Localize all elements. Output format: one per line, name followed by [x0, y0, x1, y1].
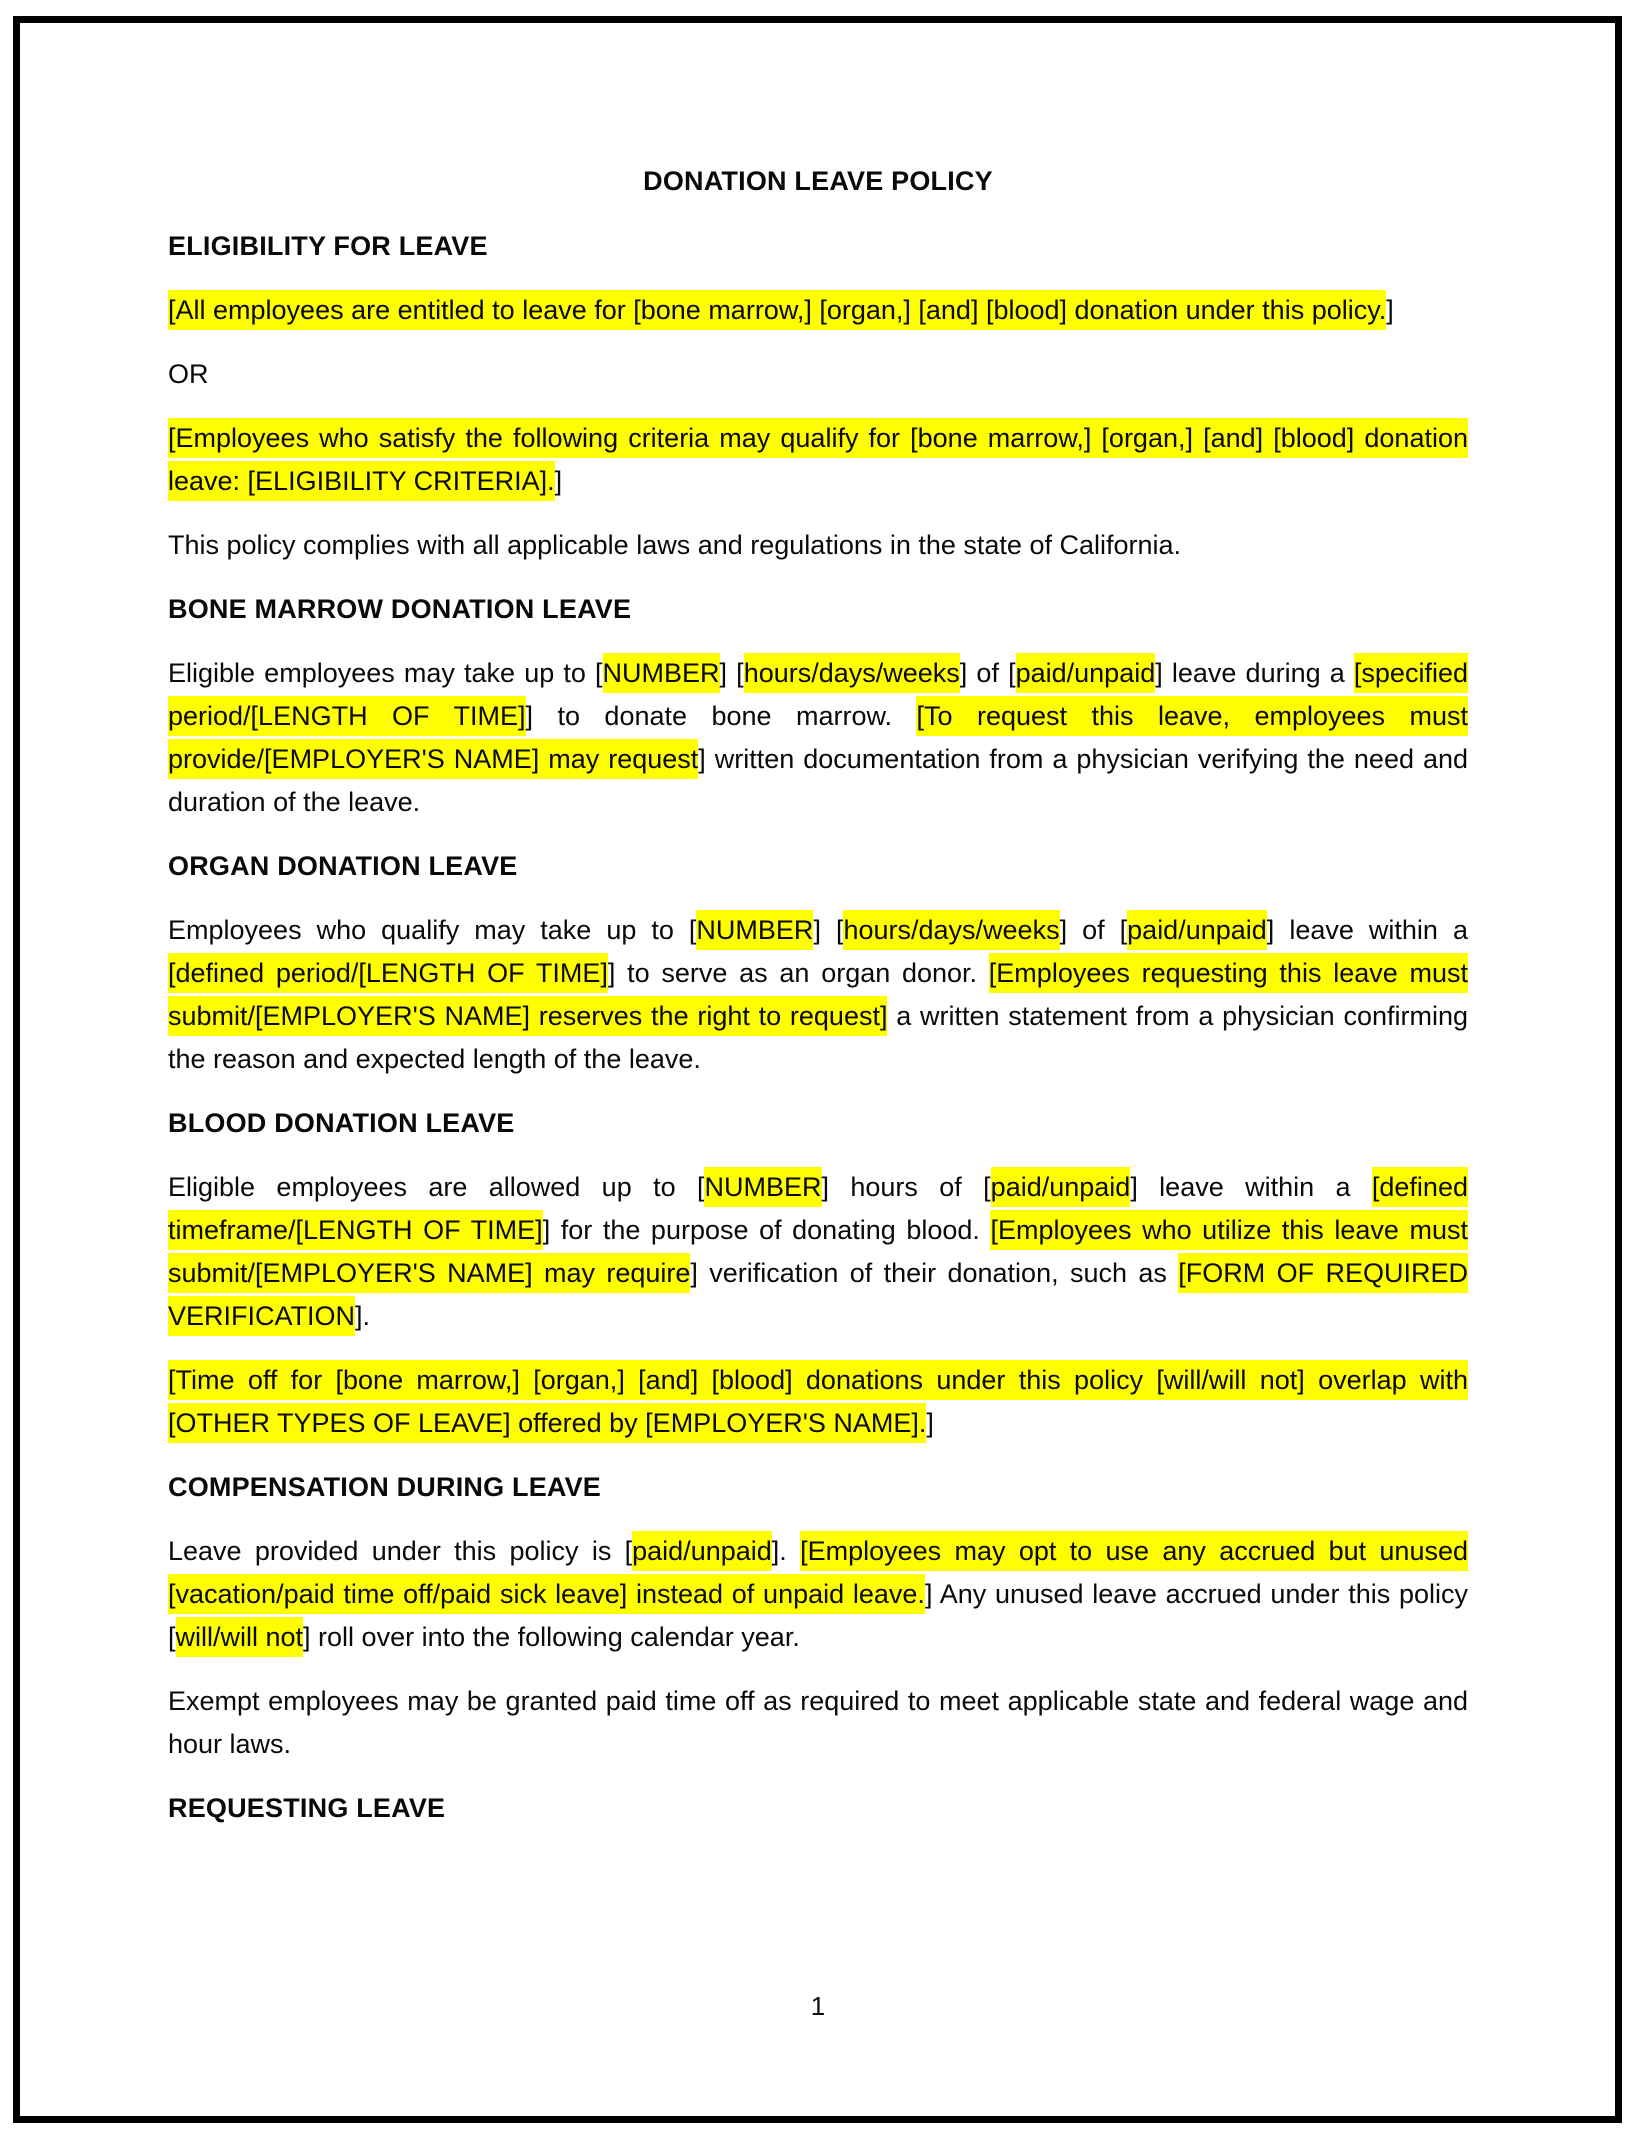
- heading-blood-donation-leave: BLOOD DONATION LEAVE: [168, 1108, 515, 1138]
- highlighted-text: paid/unpaid: [1016, 653, 1156, 693]
- text-run: ] roll over into the following calendar year.: [303, 1622, 800, 1652]
- heading-bone-marrow-donation-leave: BONE MARROW DONATION LEAVE: [168, 594, 632, 624]
- highlighted-text: paid/unpaid: [991, 1167, 1131, 1207]
- text-run: Exempt employees may be granted paid time off as required to meet applicable state and federal wage and hour laws.: [168, 1686, 1468, 1759]
- text-run: Employees who qualify may take up to [: [168, 915, 697, 945]
- highlighted-text: [Employees requesting this leave must submit/[EMPLOYER'S NAME] reserves the right to request]: [168, 953, 1468, 1036]
- paragraph-organ: [168, 909, 1468, 1081]
- text-run: ]: [554, 466, 563, 496]
- highlighted-text: paid/unpaid: [632, 1531, 772, 1571]
- highlighted-text: [FORM OF REQUIRED VERIFICATION: [168, 1253, 1468, 1336]
- highlighted-text: NUMBER: [704, 1167, 821, 1207]
- highlighted-text: [Employees who satisfy the following criteria may qualify for [bone marrow,] [organ,] [and] [blood] donation leave: [ELIGIBILITY CRITERIA].: [168, 418, 1468, 501]
- text-run: This policy complies with all applicable laws and regulations in the state of California.: [168, 530, 1182, 560]
- text-run: ] [: [813, 915, 844, 945]
- highlighted-text: [defined timeframe/[LENGTH OF TIME]: [168, 1167, 1468, 1250]
- highlighted-text: will/will not: [176, 1617, 304, 1657]
- text-run: ]: [1386, 295, 1394, 325]
- text-run: ]: [926, 1408, 934, 1438]
- text-run: ] to donate bone marrow.: [525, 701, 917, 731]
- paragraph-bone-marrow: [168, 652, 1468, 824]
- heading-requesting-leave: REQUESTING LEAVE: [168, 1793, 446, 1823]
- highlighted-text: [defined period/[LENGTH OF TIME]: [168, 953, 608, 993]
- document-content: [168, 160, 1468, 1851]
- document-title: DONATION LEAVE POLICY: [643, 166, 993, 196]
- paragraph-blood: [168, 1166, 1468, 1338]
- text-run: ] leave within a: [1266, 915, 1468, 945]
- text-run: ] for the purpose of donating blood.: [542, 1215, 991, 1245]
- paragraph-compliance: [168, 524, 1468, 567]
- text-run: ] Any unused leave accrued under this policy [: [168, 1579, 1468, 1652]
- highlighted-text: [Time off for [bone marrow,] [organ,] [and] [blood] donations under this policy [will/will not] overlap with [OTHER TYPES OF LEAVE] offered by [EMPLOYER'S NAME].: [168, 1360, 1468, 1443]
- highlighted-text: [Employees who utilize this leave must submit/[EMPLOYER'S NAME] may require: [168, 1210, 1468, 1293]
- text-run: ].: [771, 1536, 801, 1566]
- highlighted-text: paid/unpaid: [1127, 910, 1267, 950]
- page-number: 1: [810, 1991, 826, 2021]
- paragraph-eligibility-criteria: [168, 417, 1468, 503]
- paragraph-or-separator: [168, 353, 1468, 396]
- text-run: Leave provided under this policy is [: [168, 1536, 633, 1566]
- paragraph-eligibility-all-employees: [168, 289, 1468, 332]
- text-run: ] [: [719, 658, 744, 688]
- highlighted-text: [Employees may opt to use any accrued but unused [vacation/paid time off/paid sick leave] instead of unpaid leave.: [168, 1531, 1468, 1614]
- text-run: ] leave within a: [1130, 1172, 1372, 1202]
- text-run: a written statement from a physician confirming the reason and expected length of the leave.: [168, 1001, 1469, 1074]
- highlighted-text: hours/days/weeks: [744, 653, 960, 693]
- highlighted-text: [specified period/[LENGTH OF TIME]: [168, 653, 1468, 736]
- highlighted-text: [All employees are entitled to leave for [bone marrow,] [organ,] [and] [blood] donation under this policy.: [168, 290, 1386, 330]
- text-run: ] hours of [: [821, 1172, 991, 1202]
- highlighted-text: NUMBER: [603, 653, 720, 693]
- text-run: ] to serve as an organ donor.: [607, 958, 989, 988]
- text-run: ] of [: [1059, 915, 1128, 945]
- highlighted-text: [To request this leave, employees must provide/[EMPLOYER'S NAME] may request: [168, 696, 1468, 779]
- heading-eligibility-for-leave: ELIGIBILITY FOR LEAVE: [168, 231, 488, 261]
- paragraph-overlap: [168, 1359, 1468, 1445]
- highlighted-text: NUMBER: [696, 910, 813, 950]
- text-run: Eligible employees may take up to [: [168, 658, 603, 688]
- text-run: Eligible employees are allowed up to [: [168, 1172, 705, 1202]
- text-run: ] written documentation from a physician verifying the need and duration of the leave.: [168, 744, 1469, 817]
- heading-compensation-during-leave: COMPENSATION DURING LEAVE: [168, 1472, 602, 1502]
- text-run: ] leave during a: [1155, 658, 1354, 688]
- highlighted-text: hours/days/weeks: [843, 910, 1059, 950]
- paragraph-compensation: [168, 1530, 1468, 1659]
- text-run: ] verification of their donation, such as: [690, 1258, 1179, 1288]
- text-run: ] of [: [959, 658, 1016, 688]
- heading-organ-donation-leave: ORGAN DONATION LEAVE: [168, 851, 518, 881]
- text-run: OR: [168, 359, 209, 389]
- paragraph-exempt-employees: [168, 1680, 1468, 1766]
- text-run: ].: [355, 1301, 371, 1331]
